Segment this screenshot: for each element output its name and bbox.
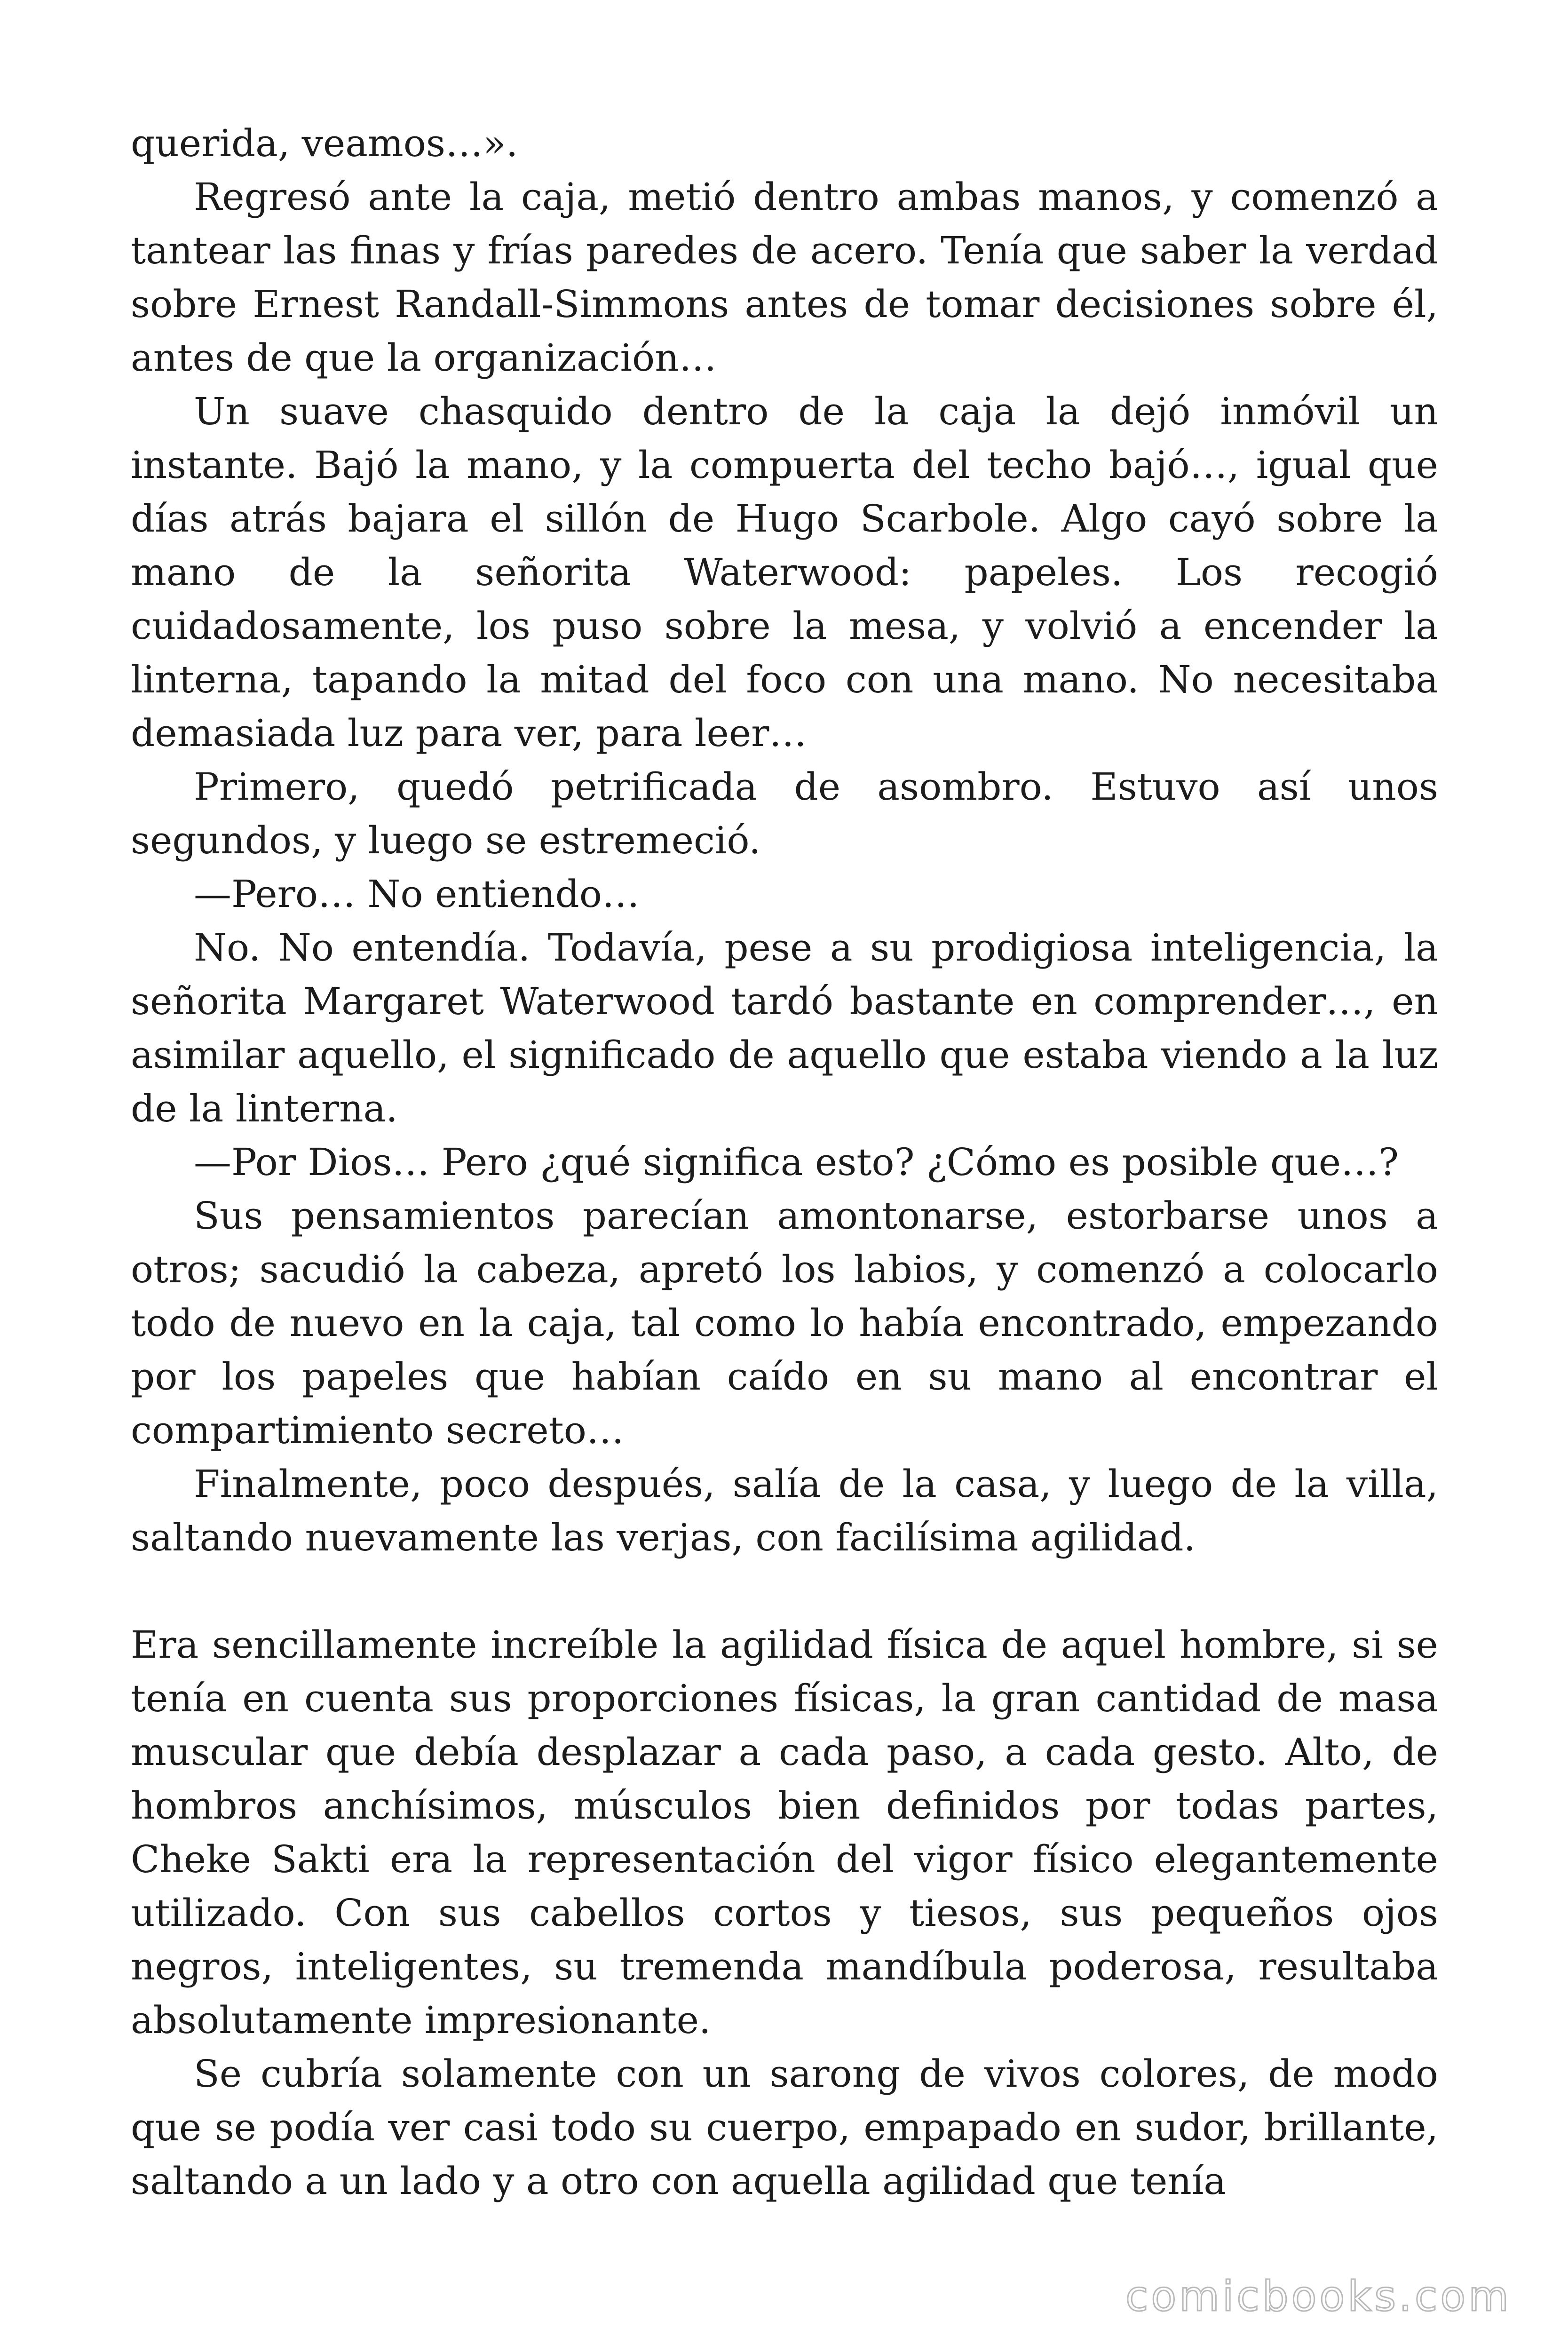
paragraph-3: Un suave chasquido dentro de la caja la dejó inmóvil un instante. Bajó la mano, y la compuerta del techo bajó…, igual que días atrás bajara el sillón de Hugo Scarbole. Algo cayó sobre la mano de la señorita Waterwood: papeles. Los recogió cuidadosamente, los puso sobre la mesa, y volvió a encender la linterna, tapando la mitad del foco con una mano. No necesitaba demasiada luz para ver, para leer… <box>131 389 1438 755</box>
page-body-text <box>131 117 1438 2208</box>
paragraph-11: Se cubría solamente con un sarong de vivos colores, de modo que se podía ver casi todo su cuerpo, empapado en sudor, brillante, saltando a un lado y a otro con aquella agilidad que tenía <box>131 2052 1438 2203</box>
paragraph-1: querida, veamos…». <box>131 121 518 165</box>
paragraph-2: Regresó ante la caja, metió dentro ambas manos, y comenzó a tantear las finas y frías paredes de acero. Tenía que saber la verdad sobre Ernest Randall-Simmons antes de tomar decisiones sobre él, antes de que la organización… <box>131 175 1438 380</box>
paragraph-5-dialogue: —Pero… No entiendo… <box>194 872 640 916</box>
paragraph-10-section-start: Era sencillamente increíble la agilidad física de aquel hombre, si se tenía en cuenta sus proporciones físicas, la gran cantidad de masa muscular que debía desplazar a cada paso, a cada gesto. Alto, de hombros anchísimos, músculos bien definidos por todas partes, Cheke Sakti era la representación del vigor físico elegantemente utilizado. Con sus cabellos cortos y tiesos, sus pequeños ojos negros, inteligentes, su tremenda mandíbula poderosa, resultaba absolutamente impresionante. <box>131 1623 1438 2042</box>
paragraph-4: Primero, quedó petrificada de asombro. Estuvo así unos segundos, y luego se estremeció. <box>131 765 1438 862</box>
paragraph-6: No. No entendía. Todavía, pese a su prodigiosa inteligencia, la señorita Margaret Waterwood tardó bastante en comprender…, en asimilar aquello, el significado de aquello que estaba viendo a la luz de la linterna. <box>131 926 1438 1130</box>
paragraph-7-dialogue: —Por Dios… Pero ¿qué significa esto? ¿Cómo es posible que…? <box>194 1140 1399 1184</box>
watermark-text: comicbooks.com <box>1125 2272 1512 2320</box>
paragraph-8: Sus pensamientos parecían amontonarse, estorbarse unos a otros; sacudió la cabeza, apretó los labios, y comenzó a colocarlo todo de nuevo en la caja, tal como lo había encontrado, empezando por los papeles que habían caído en su mano al encontrar el compartimiento secreto… <box>131 1194 1438 1452</box>
paragraph-9: Finalmente, poco después, salía de la casa, y luego de la villa, saltando nuevamente las verjas, con facilísima agilidad. <box>131 1462 1438 1559</box>
